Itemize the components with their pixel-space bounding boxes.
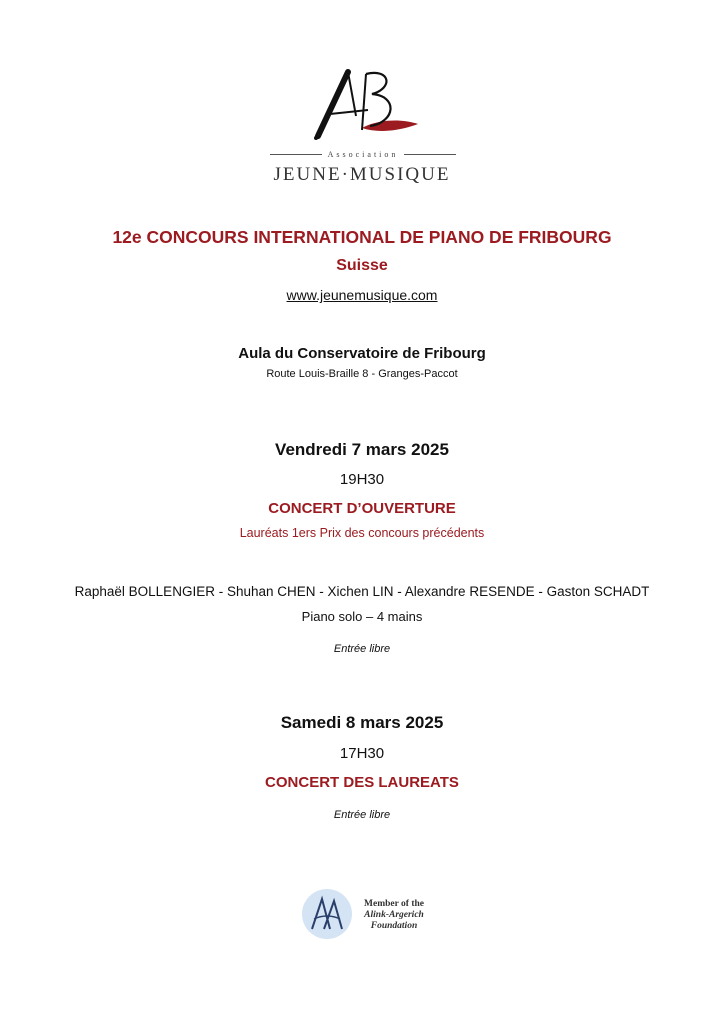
event1-entry: Entrée libre <box>333 643 391 655</box>
website-link[interactable]: www.jeunemusique.com <box>286 287 438 303</box>
venue-name: Aula du Conservatoire de Fribourg <box>238 345 486 362</box>
event1-title: CONCERT D’OUVERTURE <box>268 500 456 517</box>
foundation-line1: Member of the <box>364 899 424 909</box>
event1-performers: Raphaël BOLLENGIER - Shuhan CHEN - Xichen LIN - Alexandre RESENDE - Gaston SCHADT <box>74 584 650 599</box>
brand-name: JEUNE·MUSIQUE <box>273 164 451 185</box>
association-label: Association <box>327 150 399 159</box>
ab-monogram-icon <box>310 64 420 144</box>
association-logo <box>262 64 462 190</box>
foundation-badge <box>300 887 430 945</box>
venue-address: Route Louis-Braille 8 - Granges-Paccot <box>266 368 458 380</box>
country-subtitle: Suisse <box>336 257 388 274</box>
foundation-line2: Alink-Argerich <box>364 910 424 920</box>
event1-date: Vendredi 7 mars 2025 <box>275 440 449 459</box>
event2-date: Samedi 8 mars 2025 <box>280 713 444 732</box>
foundation-text <box>356 899 432 932</box>
event2-time: 17H30 <box>339 745 385 762</box>
association-row <box>270 150 456 159</box>
event1-time: 19H30 <box>339 471 385 488</box>
event2-title: CONCERT DES LAUREATS <box>265 774 459 791</box>
event1-description: Lauréats 1ers Prix des concours précédents <box>239 526 485 540</box>
alink-argerich-foundation-logo-icon <box>302 889 352 939</box>
divider <box>270 154 322 155</box>
event1-format: Piano solo – 4 mains <box>301 609 423 624</box>
foundation-line3: Foundation <box>370 921 418 931</box>
competition-title: 12e CONCOURS INTERNATIONAL DE PIANO DE FRIBOURG <box>112 227 612 247</box>
event2-entry: Entrée libre <box>333 809 391 821</box>
divider <box>404 154 456 155</box>
